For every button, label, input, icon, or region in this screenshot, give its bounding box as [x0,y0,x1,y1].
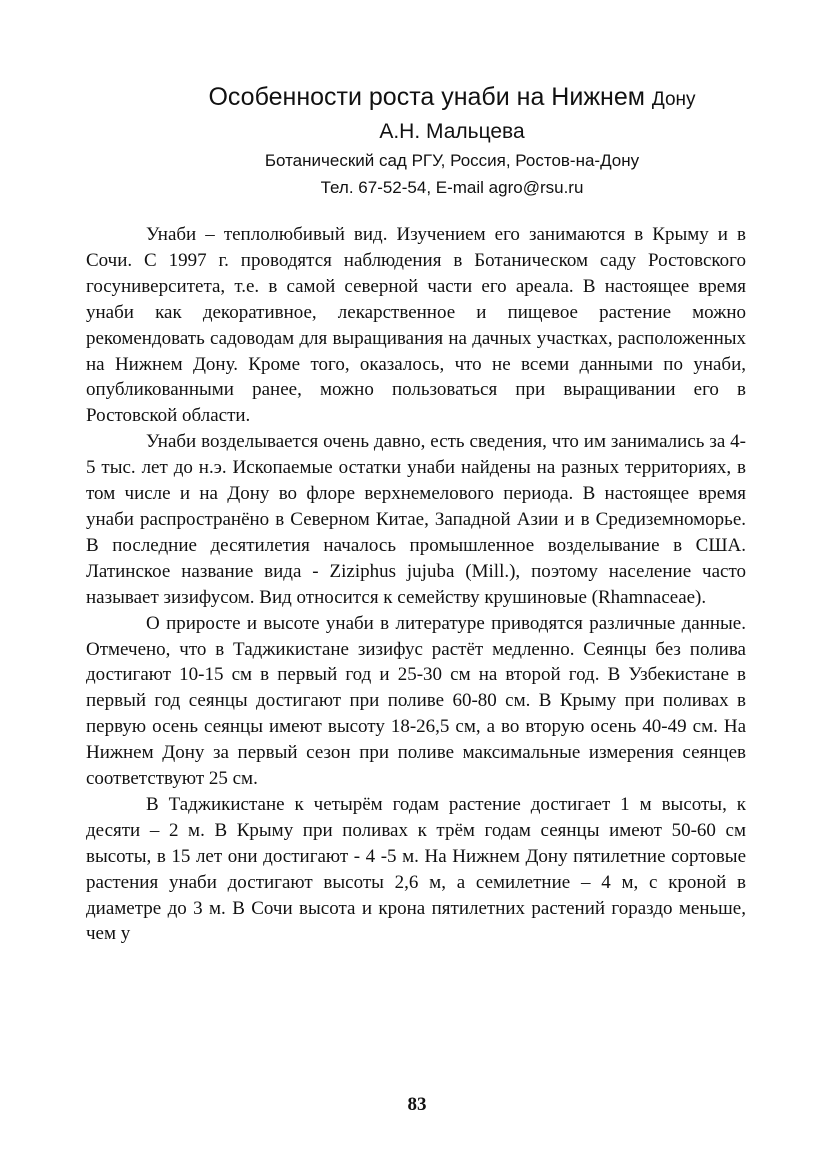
paragraph-3: О приросте и высоте унаби в литературе приводятся различные данные. Отмечено, что в Таджикистане зизифус растёт медленно. Сеянцы без полива достигают 10-15 см в первый год и 25-30 см на второй год. В Узбекистане в первый год сеянцы достигают при поливе 60-80 см. В Крыму при поливах в первую осень сеянцы имеют высоту 18-26,5 см, а во вторую осень 40-49 см. На Нижнем Дону за первый сезон при поливе максимальные измерения сеянцев соответствуют 25 см. [86,612,746,790]
paragraph-4: В Таджикистане к четырём годам растение достигает 1 м высоты, к десяти – 2 м. В Крыму при поливах к трём годам сеянцы имеют 50-60 см высоты, в 15 лет они достигают - 4 -5 м. На Нижнем Дону пятилетние сортовые растения унаби достигают высоты 2,6 м, а семилетние – 4 м, с кроной в диаметре до 3 м. В Сочи высота и крона пятилетних растений гораздо меньше, чем у [86,793,746,945]
affiliation: Ботанический сад РГУ, Россия, Ростов-на-Дону [264,151,640,170]
title-main: Особенности роста унаби на Нижнем [208,83,645,111]
title-tail: Дону [651,89,696,110]
paragraph-1: Унаби – теплолюбивый вид. Изучением его занимаются в Крыму и в Сочи. С 1997 г. проводятся наблюдения в Ботаническом саду Ростовского госуниверситета, т.е. в самой северной части его ареала. В настоящее время унаби как декоративное, лекарственное и пищевое растение можно рекомендовать садоводам для выращивания на дачных участках, расположенных на Нижнем Дону. Кроме того, оказалось, что не всеми данными по унаби, опубликованными ранее, можно пользоваться при выращивании его в Ростовской области. [86,224,746,427]
article-title [0,80,834,117]
paragraph-2: Унаби возделывается очень давно, есть сведения, что им занимались за 4-5 тыс. лет до н.э. Ископаемые остатки унаби найдены на разных территориях, в том числе и на Дону во флоре верхнемелового периода. В настоящее время унаби распространёно в Северном Китае, Западной Азии и в Средиземноморье. В последние десятилетия началось промышленное возделывание в США. Латинское название вида - Ziziphus jujuba (Mill.), поэтому население часто называет зизифусом. Вид относится к семейству крушиновые (Rhamnaceae). [86,431,746,608]
author-name: А.Н. Мальцева [379,120,525,143]
page-number: 83 [407,1094,427,1115]
article-body [86,222,746,947]
contact-info: Тел. 67-52-54, E-mail agro@rsu.ru [320,178,584,197]
article-header [0,80,834,201]
